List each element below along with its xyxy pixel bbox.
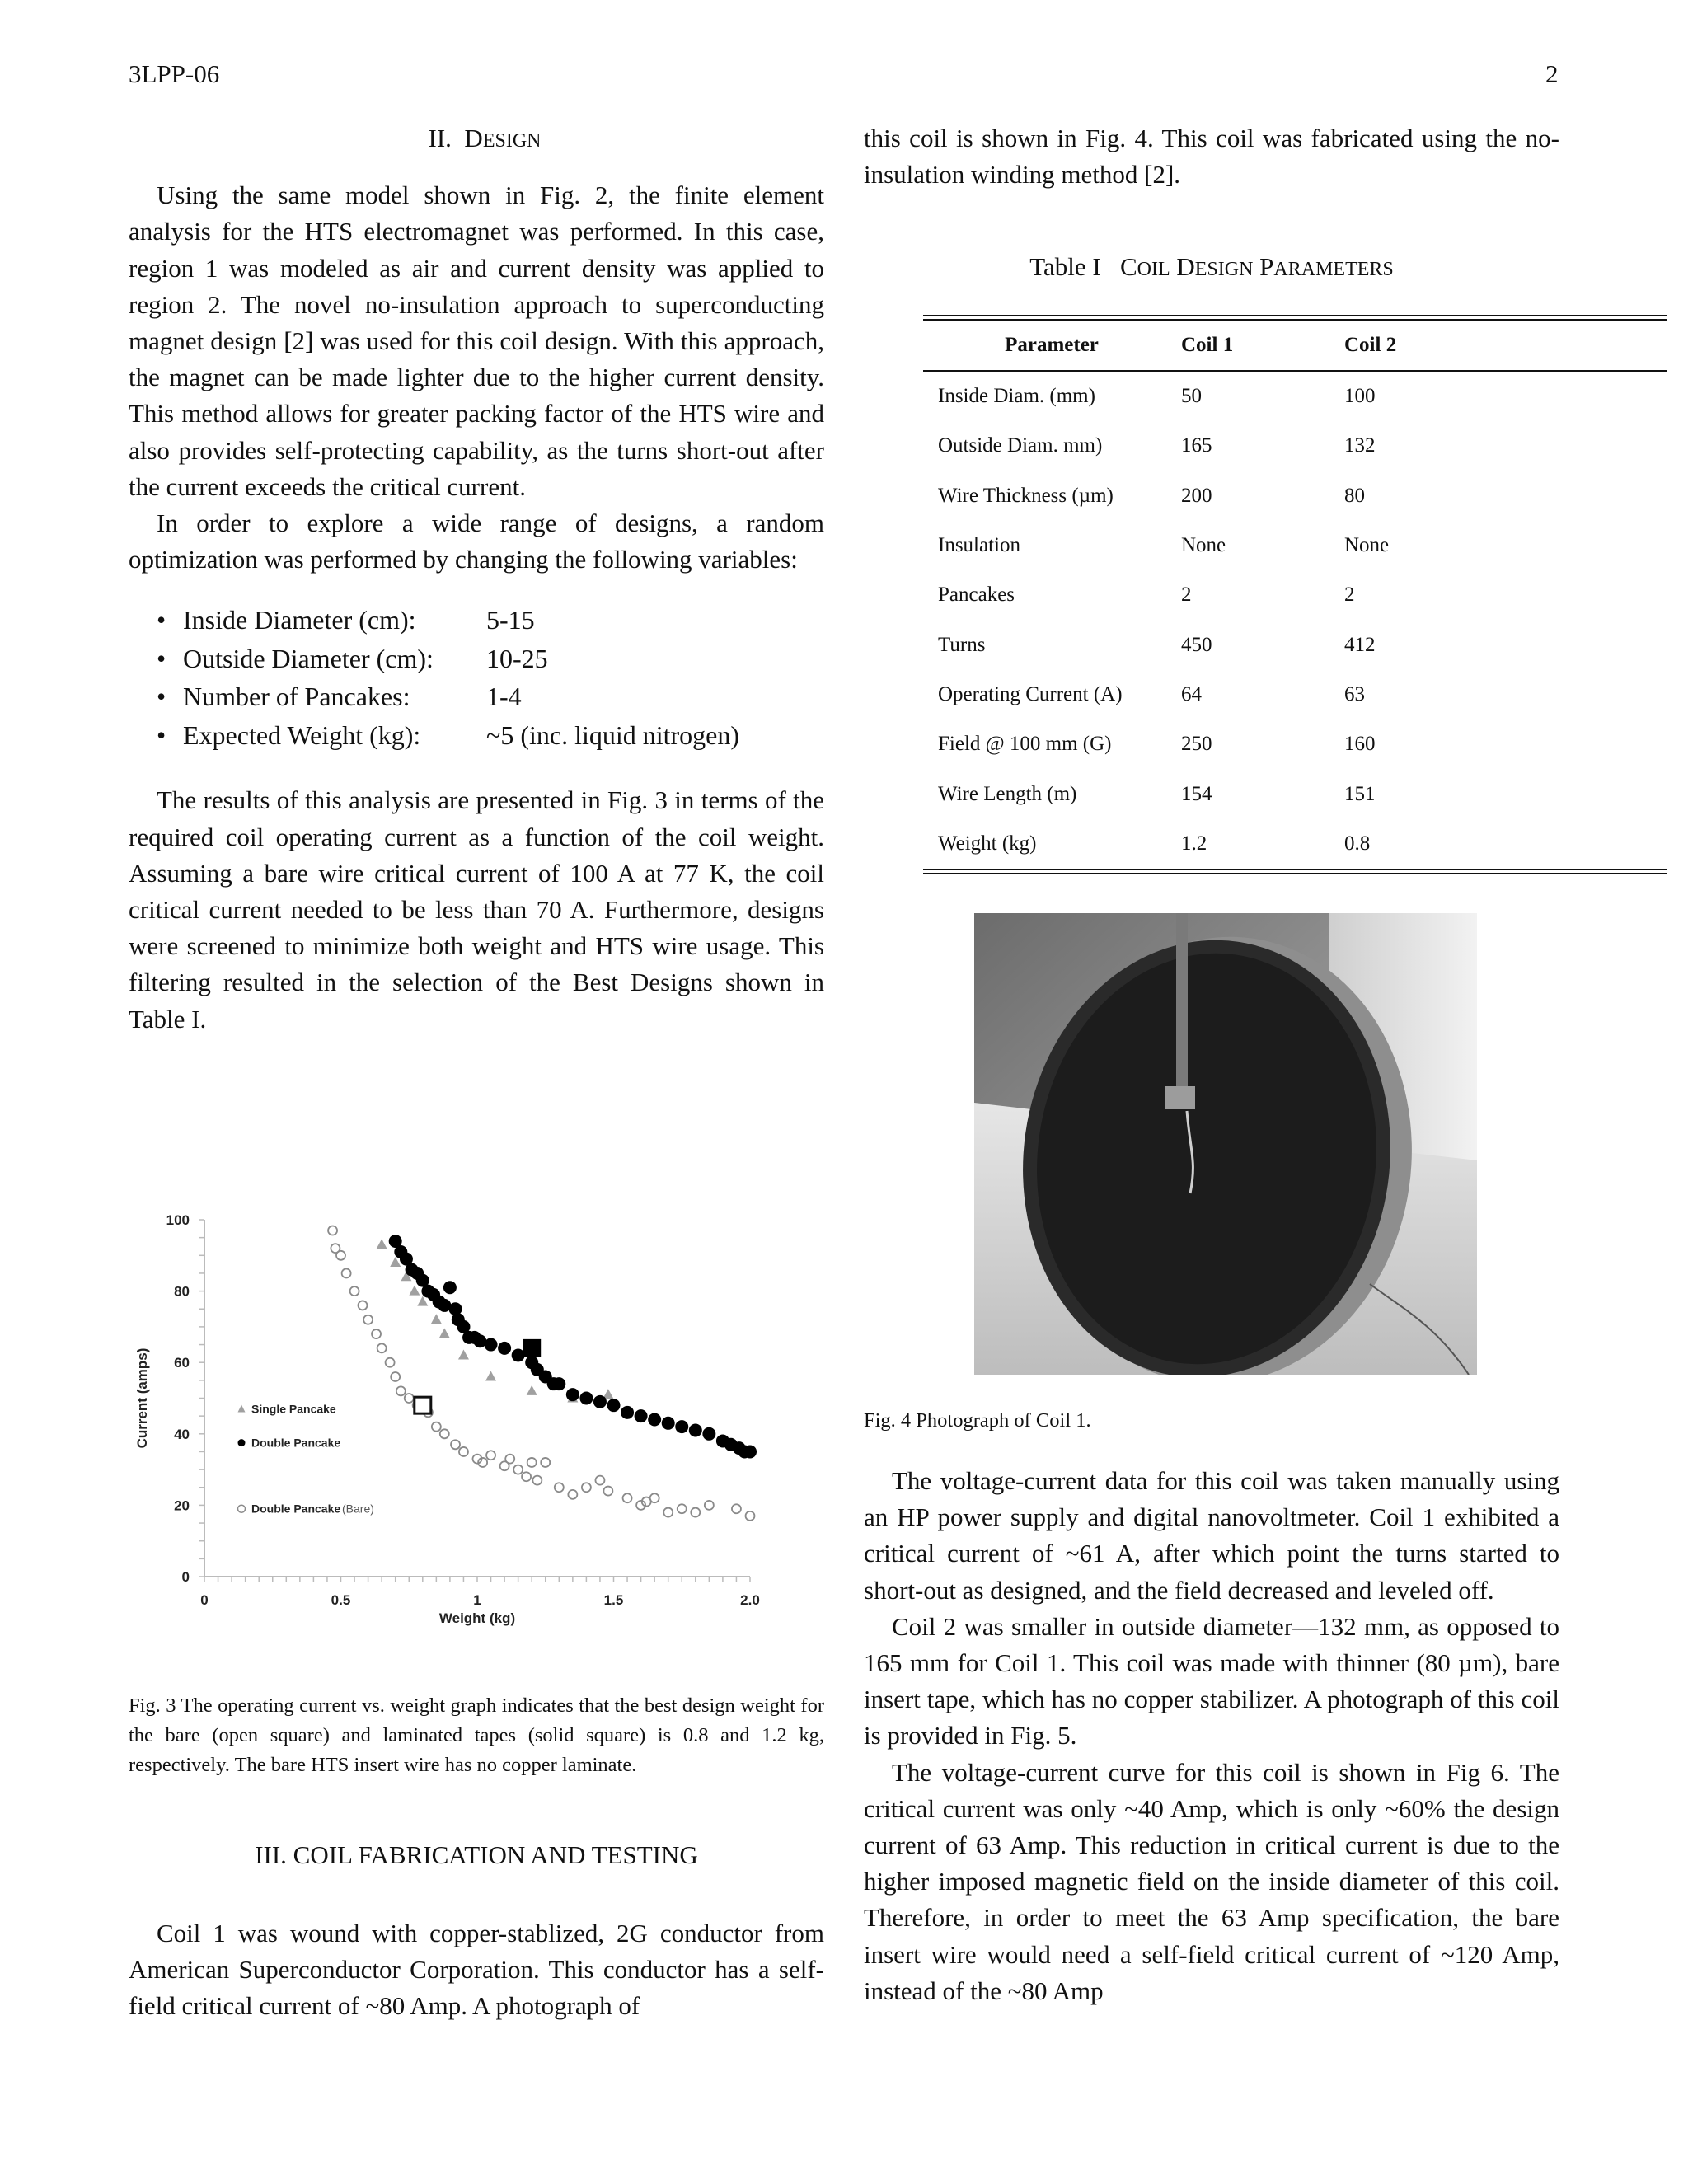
paragraph-design-intro: Using the same model shown in Fig. 2, the finite element analysis for the HTS electromagnet was performed. In this case, region 1 was modeled as air and current density was applied to region 2. The novel no-insulation approach to superconducting magnet design [2] was used for this coil design. With this approach, the magnet can be made lighter due to the higher current density. This method allows for greater packing factor of the HTS wire and also provides self-protecting capability, as the turns short-out after the current exceeds the critical current. — [129, 180, 824, 501]
y-tick-label: 40 — [174, 1426, 190, 1442]
data-point-bare — [386, 1358, 395, 1367]
x-tick-label: 1 — [473, 1592, 481, 1608]
legend-marker-bare — [238, 1505, 246, 1512]
data-point-single — [409, 1286, 420, 1296]
data-point-bare — [336, 1251, 345, 1260]
data-point-single — [527, 1385, 537, 1395]
table-cell-parameter: Turns — [938, 633, 986, 656]
chart-legend — [238, 1402, 374, 1515]
data-point-single — [431, 1314, 442, 1324]
data-point-single — [417, 1296, 428, 1306]
y-tick-label: 0 — [181, 1569, 190, 1585]
table-row — [923, 371, 1667, 421]
data-point-bare — [582, 1483, 591, 1492]
data-point-bare — [603, 1487, 612, 1496]
best-design-laminated-square — [523, 1339, 541, 1357]
data-point-bare — [691, 1508, 700, 1517]
table-row — [923, 421, 1667, 471]
data-point-bare — [358, 1301, 367, 1310]
data-point-bare — [350, 1286, 359, 1296]
data-point-bare — [705, 1501, 714, 1510]
fig4-photo-coil1 — [974, 913, 1477, 1375]
right-column-bottom — [864, 1463, 1559, 2009]
section-heading-design: II. DESIGN — [428, 124, 542, 152]
x-tick-label: 1.5 — [603, 1592, 624, 1608]
table-cell-coil2: 80 — [1344, 484, 1365, 507]
left-column-bottom — [129, 1915, 824, 2025]
table-cell-coil1: 165 — [1181, 434, 1212, 457]
y-tick-label: 80 — [174, 1283, 190, 1300]
data-point-double — [689, 1423, 702, 1436]
table-cell-parameter: Inside Diam. (mm) — [938, 385, 1095, 408]
best-design-bare-square — [415, 1397, 431, 1413]
data-point-single — [458, 1350, 469, 1360]
table-cell-parameter: Field @ 100 mm (G) — [938, 733, 1112, 756]
data-point-bare — [372, 1329, 381, 1338]
data-point-bare — [505, 1455, 514, 1464]
data-point-single — [485, 1371, 496, 1381]
list-item: • Number of Pancakes: 1-4 — [129, 677, 824, 716]
data-point-bare — [522, 1472, 531, 1481]
table-cell-parameter: Operating Current (A) — [938, 682, 1123, 705]
data-point-bare — [486, 1451, 495, 1460]
table-header-coil1: Coil 1 — [1181, 334, 1234, 356]
legend-marker-single — [238, 1404, 246, 1412]
table-row — [923, 521, 1667, 570]
paragraph-coil1-wound: Coil 1 was wound with copper-stablized, 2G conductor from American Superconductor Corporation. This conductor has a self-field critical current of ~80 Amp. A photograph of — [129, 1919, 824, 2021]
data-point-bare — [746, 1511, 755, 1521]
data-point-bare — [678, 1504, 687, 1513]
data-point-single — [390, 1257, 401, 1267]
table-cell-coil1: 2 — [1181, 583, 1192, 607]
data-point-double — [702, 1427, 715, 1441]
table-row — [923, 769, 1667, 818]
data-point-bare — [391, 1372, 400, 1381]
table-header-coil2: Coil 2 — [1344, 334, 1397, 356]
table-cell-coil1: 250 — [1181, 733, 1212, 756]
coil-design-table — [923, 315, 1667, 874]
table-cell-parameter: Pancakes — [938, 583, 1015, 607]
chart-points — [328, 1226, 757, 1520]
data-point-bare — [541, 1458, 550, 1467]
legend-label-single: Single Pancake — [251, 1402, 336, 1416]
data-point-bare — [623, 1493, 632, 1502]
table-row — [923, 620, 1667, 669]
chart-axes — [199, 1220, 750, 1582]
data-point-bare — [328, 1226, 337, 1235]
y-tick-label: 60 — [174, 1355, 190, 1371]
right-column-top — [864, 120, 1559, 193]
table-cell-coil2: 151 — [1344, 782, 1376, 805]
data-point-bare — [532, 1476, 542, 1485]
table-row — [923, 819, 1667, 869]
table-row — [923, 670, 1667, 719]
y-tick-label: 20 — [174, 1497, 190, 1514]
data-point-bare — [451, 1440, 460, 1449]
table-title: Table I COIL DESIGN PARAMETERS — [1029, 252, 1394, 281]
section-heading-fabrication: III. COIL FABRICATION AND TESTING — [255, 1840, 698, 1869]
data-point-bare — [377, 1343, 387, 1352]
data-point-double — [593, 1395, 607, 1408]
data-point-double — [635, 1409, 648, 1422]
data-point-bare — [459, 1447, 468, 1456]
table-cell-coil2: 0.8 — [1344, 832, 1371, 855]
data-point-double — [566, 1388, 579, 1401]
data-point-double — [675, 1420, 688, 1433]
fig3-chart — [132, 1202, 775, 1663]
data-point-bare — [595, 1476, 604, 1485]
data-point-double — [662, 1417, 675, 1430]
fig3-caption: Fig. 3 The operating current vs. weight graph indicates that the best design weight for the bare (open square) and laminated tapes (solid square) is 0.8 and 1.2 kg, respectively. The bare HTS insert wire has no copper laminate. — [129, 1694, 824, 1776]
variable-list — [129, 601, 824, 754]
data-point-double — [607, 1399, 621, 1412]
x-tick-label: 0 — [200, 1592, 209, 1608]
paragraph-coil2: Coil 2 was smaller in outside diameter—132 mm, as opposed to 165 mm for Coil 1. This coil was made with thinner (80 µm), bare insert tape, which has no copper stabilizer. A photograph of this coil is provided in Fig. 5. — [864, 1611, 1559, 1750]
x-axis-label: Weight (kg) — [438, 1610, 516, 1626]
table-cell-coil2: 2 — [1344, 583, 1355, 607]
table-header-parameter: Parameter — [1005, 334, 1099, 356]
table-cell-coil2: None — [1344, 534, 1390, 557]
list-item: • Inside Diameter (cm): 5-15 — [129, 601, 824, 640]
data-point-bare — [363, 1315, 373, 1324]
list-item: • Outside Diameter (cm): 10-25 — [129, 640, 824, 678]
data-point-bare — [663, 1508, 673, 1517]
data-point-double — [621, 1406, 634, 1419]
data-point-bare — [650, 1493, 659, 1502]
table-row — [923, 471, 1667, 521]
table-cell-coil1: 154 — [1181, 782, 1212, 805]
data-point-single — [439, 1329, 450, 1338]
data-point-single — [377, 1239, 387, 1249]
x-tick-label: 2.0 — [740, 1592, 760, 1608]
data-point-double — [552, 1377, 565, 1390]
left-column — [129, 120, 824, 1038]
table-cell-parameter: Wire Thickness (µm) — [938, 484, 1114, 507]
paragraph-voltage-current: The voltage-current data for this coil was taken manually using an HP power supply and digital nanovoltmeter. Coil 1 exhibited a critical current of ~61 A, after which point the turns started to short-out as designed, and the field decreased and leveled off. — [864, 1466, 1559, 1605]
data-point-bare — [555, 1483, 564, 1492]
paragraph-vi-curve: The voltage-current curve for this coil is shown in Fig 6. The critical current was only ~40 Amp, which is only ~60% the design current of 63 Amp. This reduction in critical current is due to the higher imposed magnetic field on the inside diameter of this coil. Therefore, in order to meet the 63 Amp specification, the bare insert wire would need a self-field critical current of ~120 Amp, instead of the ~80 Amp — [864, 1757, 1559, 2005]
legend-marker-double — [238, 1439, 246, 1446]
data-point-bare — [432, 1422, 441, 1432]
data-point-double — [648, 1413, 661, 1426]
legend-label-double: Double Pancake — [251, 1436, 341, 1450]
table-cell-coil2: 100 — [1344, 385, 1376, 408]
paragraph-continued: this coil is shown in Fig. 4. This coil was fabricated using the no-insulation winding method [2]. — [864, 124, 1559, 190]
legend-label-bare-suffix: (Bare) — [342, 1502, 374, 1516]
table-cell-parameter: Weight (kg) — [938, 832, 1037, 855]
table-cell-coil1: 1.2 — [1181, 832, 1207, 855]
table-cell-coil2: 412 — [1344, 633, 1376, 656]
table-row — [923, 570, 1667, 620]
data-point-bare — [568, 1490, 577, 1499]
table-row — [923, 719, 1667, 769]
data-point-double — [485, 1338, 498, 1352]
data-point-bare — [528, 1458, 537, 1467]
table-cell-coil1: 200 — [1181, 484, 1212, 507]
data-point-double — [579, 1392, 593, 1405]
table-cell-coil2: 160 — [1344, 733, 1376, 756]
list-item: • Expected Weight (kg): ~5 (inc. liquid nitrogen) — [129, 716, 824, 755]
table-cell-coil2: 132 — [1344, 434, 1376, 457]
table-cell-coil1: 450 — [1181, 633, 1212, 656]
y-tick-label: 100 — [166, 1212, 190, 1228]
data-point-bare — [732, 1504, 741, 1513]
table-cell-parameter: Wire Length (m) — [938, 782, 1077, 805]
table-cell-parameter: Outside Diam. mm) — [938, 434, 1103, 457]
data-point-double — [743, 1445, 757, 1458]
data-point-bare — [405, 1394, 414, 1403]
table-cell-coil2: 63 — [1344, 682, 1365, 705]
x-tick-label: 0.5 — [331, 1592, 351, 1608]
running-header-left: 3LPP-06 — [129, 59, 220, 88]
paragraph-optimization: In order to explore a wide range of designs, a random optimization was performed by changing the following variables: — [129, 509, 824, 574]
data-point-double — [443, 1281, 457, 1294]
table-cell-coil1: None — [1181, 534, 1226, 557]
table-header-row — [923, 321, 1667, 371]
fig4-caption: Fig. 4 Photograph of Coil 1. — [864, 1409, 1091, 1432]
data-point-bare — [513, 1465, 523, 1474]
y-axis-label: Current (amps) — [134, 1347, 150, 1449]
paragraph-results: The results of this analysis are presented in Fig. 3 in terms of the required coil operating current as a function of the coil weight. Assuming a bare wire critical current of 100 A at 77 K, the coil critical current needed to be less than 70 A. Furthermore, designs were screened to minimize both weight and HTS wire usage. This filtering resulted in the selection of the Best Designs shown in Table I. — [129, 785, 824, 1033]
data-point-bare — [440, 1429, 449, 1438]
data-point-bare — [396, 1386, 406, 1395]
table-cell-coil1: 64 — [1181, 682, 1202, 705]
page-number: 2 — [1545, 59, 1559, 88]
data-point-bare — [342, 1268, 351, 1277]
data-point-double — [498, 1342, 511, 1355]
legend-label-bare: Double Pancake — [251, 1502, 341, 1516]
table-cell-parameter: Insulation — [938, 534, 1020, 557]
table-cell-coil1: 50 — [1181, 385, 1202, 408]
